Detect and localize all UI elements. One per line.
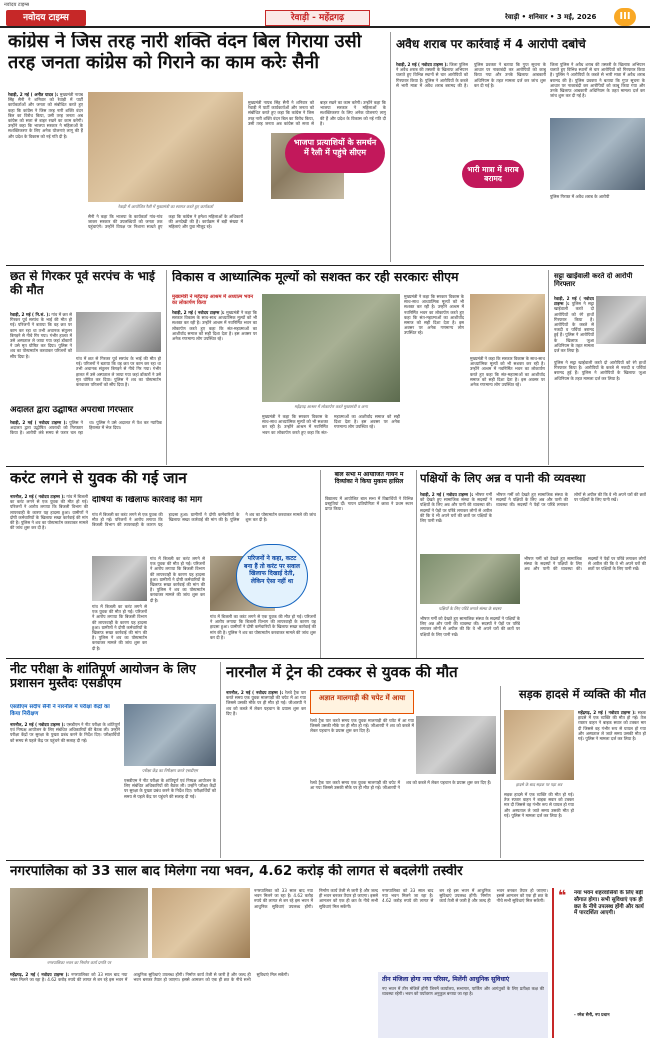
court-headline: अदालत द्वारा उद्घोषित अपराधी गिरफ्तार: [10, 406, 134, 415]
current-photo-1: [92, 556, 147, 601]
roof-photo: [76, 312, 161, 352]
lead-photo-caption: रेवाड़ी में आयोजित रैली में मुख्यमंत्री का स्वागत करते हुए कार्यकर्ता: [118, 204, 213, 209]
train-subhead: अज्ञात मालगाड़ी की चपेट में आया: [310, 690, 414, 714]
lead-body-2: सैनी ने कहा कि भाजपा के कार्यकर्ता गांव-गांव जाकर सरकार की उपलब्धियों को जनता तक पहुंचाएंगे। उन्होंने विपक्ष पर निशाना साधते हुए कहा कि कांग्रेस ने हमेशा महिलाओं के अधिकारों की अनदेखी की है। कार्यक्रम में बड़ी संख्या में महिलाएं और युवा मौजूद रहे।: [88, 214, 243, 230]
current-headline: करंट लगने से युवक की गई जान: [10, 470, 187, 487]
values-body-text: मुख्यमंत्री ने कहा कि सरकार विकास के साथ-साथ आध्यात्मिक मूल्यों को भी सशक्त कर रही है। उन्होंने आश्रम में नवनिर्मित भवन का लोकार्पण करते हुए कहा कि संत-महात्माओं का आशीर्वाद समाज को सही दिशा देता है। इस अवसर पर अनेक गणमान्य लोग उपस्थित रहे।: [172, 310, 257, 342]
issue-date: रेवाड़ी • शनिवार • 3 मई, 2026: [505, 13, 597, 21]
road-body: [578, 710, 646, 854]
municipal-box-headline: तीन मंजिला होगा नया परिसर, मिलेंगी आधुनिक सुविधाएं: [382, 976, 510, 983]
birds-body-3: भीषण गर्मी को देखते हुए सामाजिक संस्था के सदस्यों ने पक्षियों के लिए अन्न और पानी की व्यवस्था की। सदस्यों ने पेड़ों पर परिंडे लगाकर लोगों से अपील की कि वे भी अपने घरों की छतों पर पक्षियों के लिए पानी रखें।: [524, 556, 646, 572]
paper-name: नवोदय टाइम्स: [6, 10, 86, 26]
birds-caption: पक्षियों के लिए परिंडे लगाते संस्था के सदस्य: [438, 606, 502, 611]
values-dateline: रेवाड़ी, 2 मई ( नवोदय टाइम्स ):: [172, 310, 225, 315]
train-headline: नारनौल में ट्रेन की टक्कर से युवक की मौत: [226, 664, 458, 681]
exam-dateline: नारनौल, 2 मई ( नवोदय टाइम्स ):: [10, 722, 66, 727]
lead-body-3: मुख्यमंत्री नायब सिंह सैनी ने शनिवार को रेवाड़ी में पार्टी कार्यकर्ताओं और जनता को संबोधित करते हुए कहा कि कांग्रेस ने जिस तरह नारी शक्ति वंदन बिल का विरोध किया, उसी तरह जनता अब कांग्रेस को सत्ता से बाहर रखने का काम करेगी। उन्होंने कहा कि भाजपा सरकार ने महिलाओं के सशक्तिकरण के लिए अनेक योजनाएं लागू की हैं और प्रदेश के विकास को नई गति दी है।: [248, 100, 386, 126]
liquor-dateline: रेवाड़ी, 2 मई ( नवोदय टाइम्स ):: [396, 62, 448, 67]
lead-body: [8, 92, 83, 260]
train-body: [226, 690, 306, 854]
birds-photo: [420, 554, 520, 604]
road-headline: सड़क हादसे में व्यक्ति की मौत: [518, 688, 646, 701]
current-body-5: गांव में बिजली का करंट लगने से एक युवक की मौत हो गई। परिजनों ने आरोप लगाया कि बिजली विभाग की लापरवाही के कारण यह हादसा हुआ। ग्रामीणों ने दोषी कर्मचारियों के खिलाफ सख्त कार्रवाई की मांग की है। पुलिस ने शव का पोस्टमार्टम करवाकर मामले की जांच शुरू कर दी है।: [210, 614, 316, 640]
edition-line: नवोदय टाइम्स: [4, 2, 30, 8]
column-divider: [548, 270, 549, 465]
city-edition: रेवाड़ी - महेंद्रगढ़: [265, 10, 370, 26]
birds-body-4: भीषण गर्मी को देखते हुए सामाजिक संस्था के सदस्यों ने पक्षियों के लिए अन्न और पानी की व्यवस्था की। सदस्यों ने पेड़ों पर परिंडे लगाकर लोगों से अपील की कि वे भी अपने घरों की छतों पर पक्षियों के लिए पानी रखें।: [420, 616, 520, 637]
exam-headline: नीट परीक्षा के शांतिपूर्ण आयोजन के लिए प्रशासन मुस्तैदः एसडीएम: [10, 662, 196, 691]
municipal-box: [378, 972, 548, 1038]
section-rule: [6, 466, 644, 467]
birds-body-2: भीषण गर्मी को देखते हुए सामाजिक संस्था के सदस्यों ने पक्षियों के लिए अन्न और पानी की व्यवस्था की। सदस्यों ने पेड़ों पर परिंडे लगाकर लोगों से अपील की कि वे भी अपने घरों की छतों पर पक्षियों के लिए पानी रखें।: [496, 492, 646, 508]
current-callout: परिजनों ने कहा, कटट बना हैं तो करंट पर सवाल खिलाफ दिखाई देती, लेकिन ऐसा नहीं था: [236, 544, 308, 608]
values-body: [172, 310, 257, 460]
lead-callout: भाजपा प्रत्याशियों के समर्थन में रैली में पहुंचे सीएम: [285, 133, 385, 173]
column-divider: [390, 32, 391, 262]
municipal-dateline: महेंद्रगढ़, 2 मई ( नवोदय टाइम्स ):: [10, 972, 70, 977]
values-photo: [262, 294, 400, 402]
exam-body-2: एसडीएम ने नीट परीक्षा के शांतिपूर्ण एवं निष्पक्ष आयोजन के लिए संबंधित अधिकारियों की बैठक ली। उन्होंने परीक्षा केंद्रों पर सुरक्षा के पुख्ता प्रबंध करने के निर्देश दिए। परीक्षार्थियों को समय से पहले केंद्र पर पहुंचने की सलाह दी गई।: [124, 778, 216, 799]
liquor-photo: [550, 118, 645, 190]
current-body-text: गांव में बिजली का करंट लगने से एक युवक की मौत हो गई। परिजनों ने आरोप लगाया कि बिजली विभाग की लापरवाही के कारण यह हादसा हुआ। ग्रामीणों ने दोषी कर्मचारियों के खिलाफ सख्त कार्रवाई की मांग की है। पुलिस ने शव का पोस्टमार्टम करवाकर मामले की जांच शुरू कर दी है।: [10, 494, 88, 531]
court-dateline: रेवाड़ी, 2 मई ( नवोदय टाइम्स ):: [10, 420, 68, 425]
road-body-2: सड़क हादसे में एक व्यक्ति की मौत हो गई। तेज रफ्तार वाहन ने बाइक सवार को टक्कर मार दी जिससे वह गंभीर रूप से घायल हो गया और अस्पताल ले जाते समय उसकी मौत हो गई। पुलिस ने मामला दर्ज कर लिया है।: [504, 792, 574, 818]
municipal-photo-2: [152, 888, 250, 958]
train-body-2: रेलवे ट्रैक पार करते समय एक युवक मालगाड़ी की चपेट में आ गया जिससे उसकी मौके पर ही मौत हो गई। जीआरपी ने शव को कब्जे में लेकर पहचान के प्रयास शुरू कर दिए हैं।: [310, 718, 414, 734]
municipal-body-text: नगरपालिका को 33 साल बाद नया भवन मिलने जा रहा है। 4.62 करोड़ रुपये की लागत से बन रहे इस भवन में आधुनिक सुविधाएं उपलब्ध होंगी। निर्माण कार्य तेजी से जारी है और जल्द ही भवन बनकर तैयार हो जाएगा। इससे आमजन को एक ही छत के नीचे सभी सुविधाएं मिल सकेंगी।: [10, 972, 290, 983]
roof-dateline: रेवाड़ी, 2 मई ( नि.सं. ):: [10, 312, 51, 317]
liquor-body-2: जिला पुलिस ने अवैध शराब की तस्करी के खिलाफ अभियान चलाते हुए विभिन्न स्थानों से चार आरोपियों को गिरफ्तार किया है। पुलिस ने आरोपियों के कब्जे से भारी मात्रा में अवैध शराब बरामद की है। पुलिस प्रवक्ता ने बताया कि गुप्त सूचना के आधार पर नाकाबंदी कर आरोपियों को काबू किया गया और उनके खिलाफ आबकारी अधिनियम के तहत मामला दर्ज कर जांच शुरू कर दी गई है।: [550, 62, 645, 99]
train-body-text: रेलवे ट्रैक पार करते समय एक युवक मालगाड़ी की चपेट में आ गया जिससे उसकी मौके पर ही मौत हो गई। जीआरपी ने शव को कब्जे में लेकर पहचान के प्रयास शुरू कर दिए हैं।: [226, 690, 306, 716]
exam-body-text: एसडीएम ने नीट परीक्षा के शांतिपूर्ण एवं निष्पक्ष आयोजन के लिए संबंधित अधिकारियों की बैठक ली। उन्होंने परीक्षा केंद्रों पर सुरक्षा के पुख्ता प्रबंध करने के निर्देश दिए। परीक्षार्थियों को समय से पहले केंद्र पर पहुंचने की सलाह दी गई।: [10, 722, 120, 743]
column-divider: [220, 662, 221, 858]
municipal-photo-1: [10, 888, 148, 958]
birds-dateline: रेवाड़ी, 2 मई ( नवोदय टाइम्स ):: [420, 492, 474, 497]
section-rule: [6, 265, 644, 266]
train-photo: [416, 716, 496, 774]
liquor-callout: भारी मात्रा में शराब बरामद: [462, 160, 524, 188]
fraud-dateline: रेवाड़ी, 2 मई ( नवोदय टाइम्स ):: [554, 296, 594, 307]
column-divider: [416, 470, 417, 658]
column-divider: [166, 270, 167, 465]
liquor-body-text: जिला पुलिस ने अवैध शराब की तस्करी के खिलाफ अभियान चलाते हुए विभिन्न स्थानों से चार आरोपियों को गिरफ्तार किया है। पुलिस ने आरोपियों के कब्जे से भारी मात्रा में अवैध शराब बरामद की है। पुलिस प्रवक्ता ने बताया कि गुप्त सूचना के आधार पर नाकाबंदी कर आरोपियों को काबू किया गया और उनके खिलाफ आबकारी अधिनियम के तहत मामला दर्ज कर जांच शुरू कर दी गई है।: [396, 62, 546, 88]
fraud-photo: [596, 296, 646, 344]
masthead: [0, 0, 650, 28]
fraud-body: [554, 296, 594, 356]
hindi-news-body: विद्यालय में आयोजित बाल सभा में विद्यार्थियों ने विभिन्न प्रस्तुतियां दीं। गायन प्रतियोगिता में छात्रा ने प्रथम स्थान प्राप्त किया।: [325, 496, 413, 512]
exam-body: [10, 722, 120, 854]
train-body-3: रेलवे ट्रैक पार करते समय एक युवक मालगाड़ी की चपेट में आ गया जिससे उसकी मौके पर ही मौत हो गई। जीआरपी ने शव को कब्जे में लेकर पहचान के प्रयास शुरू कर दिए हैं।: [310, 780, 492, 791]
train-dateline: नारनौल, 2 मई ( नवोदय टाइम्स ):: [226, 690, 284, 695]
lead-headline: कांग्रेस ने जिस तरह नारी शक्ति वंदन बिल गिराया उसी तरह जनता कांग्रेस को गिराने का काम करेः सैनी: [8, 32, 362, 73]
page-number: III: [614, 8, 636, 26]
roof-body-text: गांव में छत से गिरकर पूर्व सरपंच के भाई की मौत हो गई। परिजनों ने बताया कि वह छत पर काम कर रहा था तभी अचानक संतुलन बिगड़ने से नीचे गिर गया। गंभीर हालत में उसे अस्पताल ले जाया गया जहां डॉक्टरों ने उसे मृत घोषित कर दिया। पुलिस ने शव का पोस्टमार्टम करवाकर परिजनों को सौंप दिया है।: [10, 312, 72, 359]
hindi-news-headline: बाल सभा में आयोजित गायन में दिव्यांका ने किया मुकाम हासिल: [334, 472, 404, 485]
municipal-quote-box: [552, 888, 646, 1038]
road-dateline: महेंद्रगढ़, 2 मई ( नवोदय टाइम्स ):: [578, 710, 636, 715]
values-body-4: मुख्यमंत्री ने कहा कि सरकार विकास के साथ-साथ आध्यात्मिक मूल्यों को भी सशक्त कर रही है। उन्होंने आश्रम में नवनिर्मित भवन का लोकार्पण करते हुए कहा कि संत-महात्माओं का आशीर्वाद समाज को सही दिशा देता है। इस अवसर पर अनेक गणमान्य लोग उपस्थित रहे।: [470, 356, 545, 388]
exam-caption: परीक्षा केंद्र का निरीक्षण करते एसडीएम: [142, 768, 198, 773]
lead-body-text: मुख्यमंत्री नायब सिंह सैनी ने शनिवार को रेवाड़ी में पार्टी कार्यकर्ताओं और जनता को संबोधित करते हुए कहा कि कांग्रेस ने जिस तरह नारी शक्ति वंदन बिल का विरोध किया, उसी तरह जनता अब कांग्रेस को सत्ता से बाहर रखने का काम करेगी। उन्होंने कहा कि भाजपा सरकार ने महिलाओं के सशक्तिकरण के लिए अनेक योजनाएं लागू की हैं और प्रदेश के विकास को नई गति दी है।: [8, 92, 83, 139]
municipal-caption: नगरपालिका भवन का निर्माण कार्य प्रगति पर: [46, 960, 112, 965]
court-body: [10, 420, 162, 462]
municipal-quote: नया भवन शहरवासियों के लिए बड़ी सौगात होगा। सभी सुविधाएं एक ही छत के नीचे उपलब्ध होंगी और कार्य में पारदर्शिता आएगी।: [574, 890, 644, 917]
values-caption: महेंद्रगढ़ आश्रम में लोकार्पण करते मुख्यमंत्री व अन्य: [294, 404, 368, 409]
municipal-body-2: नगरपालिका को 33 साल बाद नया भवन मिलने जा रहा है। 4.62 करोड़ रुपये की लागत से बन रहे इस भवन में आधुनिक सुविधाएं उपलब्ध होंगी। निर्माण कार्य तेजी से जारी है और जल्द ही भवन बनकर तैयार हो जाएगा। इससे आमजन को एक ही छत के नीचे सभी सुविधाएं मिल सकेंगी।: [254, 888, 378, 909]
values-body-2: मुख्यमंत्री ने कहा कि सरकार विकास के साथ-साथ आध्यात्मिक मूल्यों को भी सशक्त कर रही है। उन्होंने आश्रम में नवनिर्मित भवन का लोकार्पण करते हुए कहा कि संत-महात्माओं का आशीर्वाद समाज को सही दिशा देता है। इस अवसर पर अनेक गणमान्य लोग उपस्थित रहे।: [262, 414, 400, 435]
fraud-body-2: पुलिस ने सट्टा खाईवाली करते दो आरोपियों को रंगे हाथों गिरफ्तार किया है। आरोपियों के कब्जे से नकदी व पर्चियां बरामद हुई हैं। पुलिस ने आरोपियों के खिलाफ जुआ अधिनियम के तहत मामला दर्ज कर लिया है।: [554, 360, 646, 381]
municipal-headline: नगरपालिका को 33 साल बाद मिलेगा नया भवन, 4.62 करोड़ की लागत से बदलेगी तस्वीर: [10, 864, 463, 879]
roof-headline: छत से गिरकर पूर्व सरपंच के भाई की मौत: [10, 270, 155, 297]
court-body-text: पुलिस ने अदालत द्वारा उद्घोषित अपराधी को गिरफ्तार किया है। आरोपी लंबे समय से फरार चल रहा था। पुलिस ने उसे अदालत में पेश कर न्यायिक हिरासत में भेज दिया।: [10, 420, 162, 436]
lead-dateline: रेवाड़ी, 2 मई ( अनीत यादव ):: [8, 92, 59, 97]
column-divider: [500, 686, 501, 858]
values-subhead: मुख्यमंत्री ने महेंद्रगढ़ आश्रम में अध्यात्म भवन का लोकार्पण किया: [172, 294, 254, 306]
road-photo: [504, 710, 574, 780]
birds-body-text: भीषण गर्मी को देखते हुए सामाजिक संस्था के सदस्यों ने पक्षियों के लिए अन्न और पानी की व्यवस्था की। सदस्यों ने पेड़ों पर परिंडे लगाकर लोगों से अपील की कि वे भी अपने घरों की छतों पर पक्षियों के लिए पानी रखें।: [420, 492, 492, 524]
section-rule: [6, 658, 644, 659]
values-headline: विकास व आध्यात्मिक मूल्यों को सशक्त कर रही सरकारः सीएम: [172, 270, 459, 284]
lead-photo: [88, 92, 243, 202]
exam-subhead: एसडीएम संदीप सैनी ने नारनौल में परीक्षा केंद्रों का किया निरीक्षण: [10, 704, 110, 717]
road-body-text: सड़क हादसे में एक व्यक्ति की मौत हो गई। तेज रफ्तार वाहन ने बाइक सवार को टक्कर मार दी जिससे वह गंभीर रूप से घायल हो गया और अस्पताल ले जाते समय उसकी मौत हो गई। पुलिस ने मामला दर्ज कर लिया है।: [578, 710, 646, 742]
current-body: [10, 494, 88, 654]
quote-mark-icon: ❝: [558, 888, 567, 904]
values-photo-2: [470, 294, 545, 352]
section-rule: [6, 860, 644, 861]
fraud-body-text: पुलिस ने सट्टा खाईवाली करते दो आरोपियों को रंगे हाथों गिरफ्तार किया है। आरोपियों के कब्जे से नकदी व पर्चियां बरामद हुई हैं। पुलिस ने आरोपियों के खिलाफ जुआ अधिनियम के तहत मामला दर्ज कर लिया है।: [554, 301, 594, 354]
roof-body-2: गांव में छत से गिरकर पूर्व सरपंच के भाई की मौत हो गई। परिजनों ने बताया कि वह छत पर काम कर रहा था तभी अचानक संतुलन बिगड़ने से नीचे गिर गया। गंभीर हालत में उसे अस्पताल ले जाया गया जहां डॉक्टरों ने उसे मृत घोषित कर दिया। पुलिस ने शव का पोस्टमार्टम करवाकर परिजनों को सौंप दिया है।: [76, 356, 161, 388]
birds-headline: पक्षियों के लिए अन्न व पानी की व्यवस्था: [420, 472, 586, 485]
municipal-body-3: नगरपालिका को 33 साल बाद नया भवन मिलने जा रहा है। 4.62 करोड़ रुपये की लागत से बन रहे इस भवन में आधुनिक सुविधाएं उपलब्ध होंगी। निर्माण कार्य तेजी से जारी है और जल्द ही भवन बनकर तैयार हो जाएगा। इससे आमजन को एक ही छत के नीचे सभी सुविधाएं मिल सकेंगी।: [382, 888, 548, 904]
current-body-4: गांव में बिजली का करंट लगने से एक युवक की मौत हो गई। परिजनों ने आरोप लगाया कि बिजली विभाग की लापरवाही के कारण यह हादसा हुआ। ग्रामीणों ने दोषी कर्मचारियों के खिलाफ सख्त कार्रवाई की मांग की है। पुलिस ने शव का पोस्टमार्टम करवाकर मामले की जांच शुरू कर दी है।: [92, 604, 147, 651]
exam-photo: [124, 704, 216, 766]
values-body-3: मुख्यमंत्री ने कहा कि सरकार विकास के साथ-साथ आध्यात्मिक मूल्यों को भी सशक्त कर रही है। उन्होंने आश्रम में नवनिर्मित भवन का लोकार्पण करते हुए कहा कि संत-महात्माओं का आशीर्वाद समाज को सही दिशा देता है। इस अवसर पर अनेक गणमान्य लोग उपस्थित रहे।: [404, 294, 464, 336]
municipal-quote-author: - रमेश सैनी, नप प्रधान: [574, 1012, 610, 1017]
liquor-body-3: पुलिस गिरफ्त में अवैध शराब के आरोपी: [550, 194, 610, 199]
column-divider: [320, 470, 321, 658]
current-body-2: गांव में बिजली का करंट लगने से एक युवक की मौत हो गई। परिजनों ने आरोप लगाया कि बिजली विभाग की लापरवाही के कारण यह हादसा हुआ। ग्रामीणों ने दोषी कर्मचारियों के खिलाफ सख्त कार्रवाई की मांग की है। पुलिस ने शव का पोस्टमार्टम करवाकर मामले की जांच शुरू कर दी है।: [92, 512, 316, 528]
municipal-body: [10, 972, 374, 1038]
current-body-3: गांव में बिजली का करंट लगने से एक युवक की मौत हो गई। परिजनों ने आरोप लगाया कि बिजली विभाग की लापरवाही के कारण यह हादसा हुआ। ग्रामीणों ने दोषी कर्मचारियों के खिलाफ सख्त कार्रवाई की मांग की है। पुलिस ने शव का पोस्टमार्टम करवाकर मामले की जांच शुरू कर दी है।: [150, 556, 205, 603]
current-dateline: नारनौल, 2 मई ( नवोदय टाइम्स ):: [10, 494, 65, 499]
current-subhead: दोषियों के खिलाफ कार्रवाई की मांग: [92, 496, 203, 505]
liquor-headline: अवैध शराब पर कार्रवाई में 4 आरोपी दबोचे: [396, 38, 586, 51]
roof-body: [10, 312, 72, 404]
municipal-box-body: नए भवन में तीन मंजिलें होंगी जिनमें कार्यालय, सभागार, पार्किंग और आगंतुकों के लिए प्रतीक्षा कक्ष की व्यवस्था रहेगी। भवन को पर्यावरण अनुकूल बनाया जा रहा है।: [382, 986, 544, 997]
road-caption: हादसे के बाद सड़क पर पड़ा शव: [515, 782, 563, 787]
fraud-headline: सट्टा खाईवाली करते दो आरोपी गिरफ्तार: [554, 272, 633, 289]
